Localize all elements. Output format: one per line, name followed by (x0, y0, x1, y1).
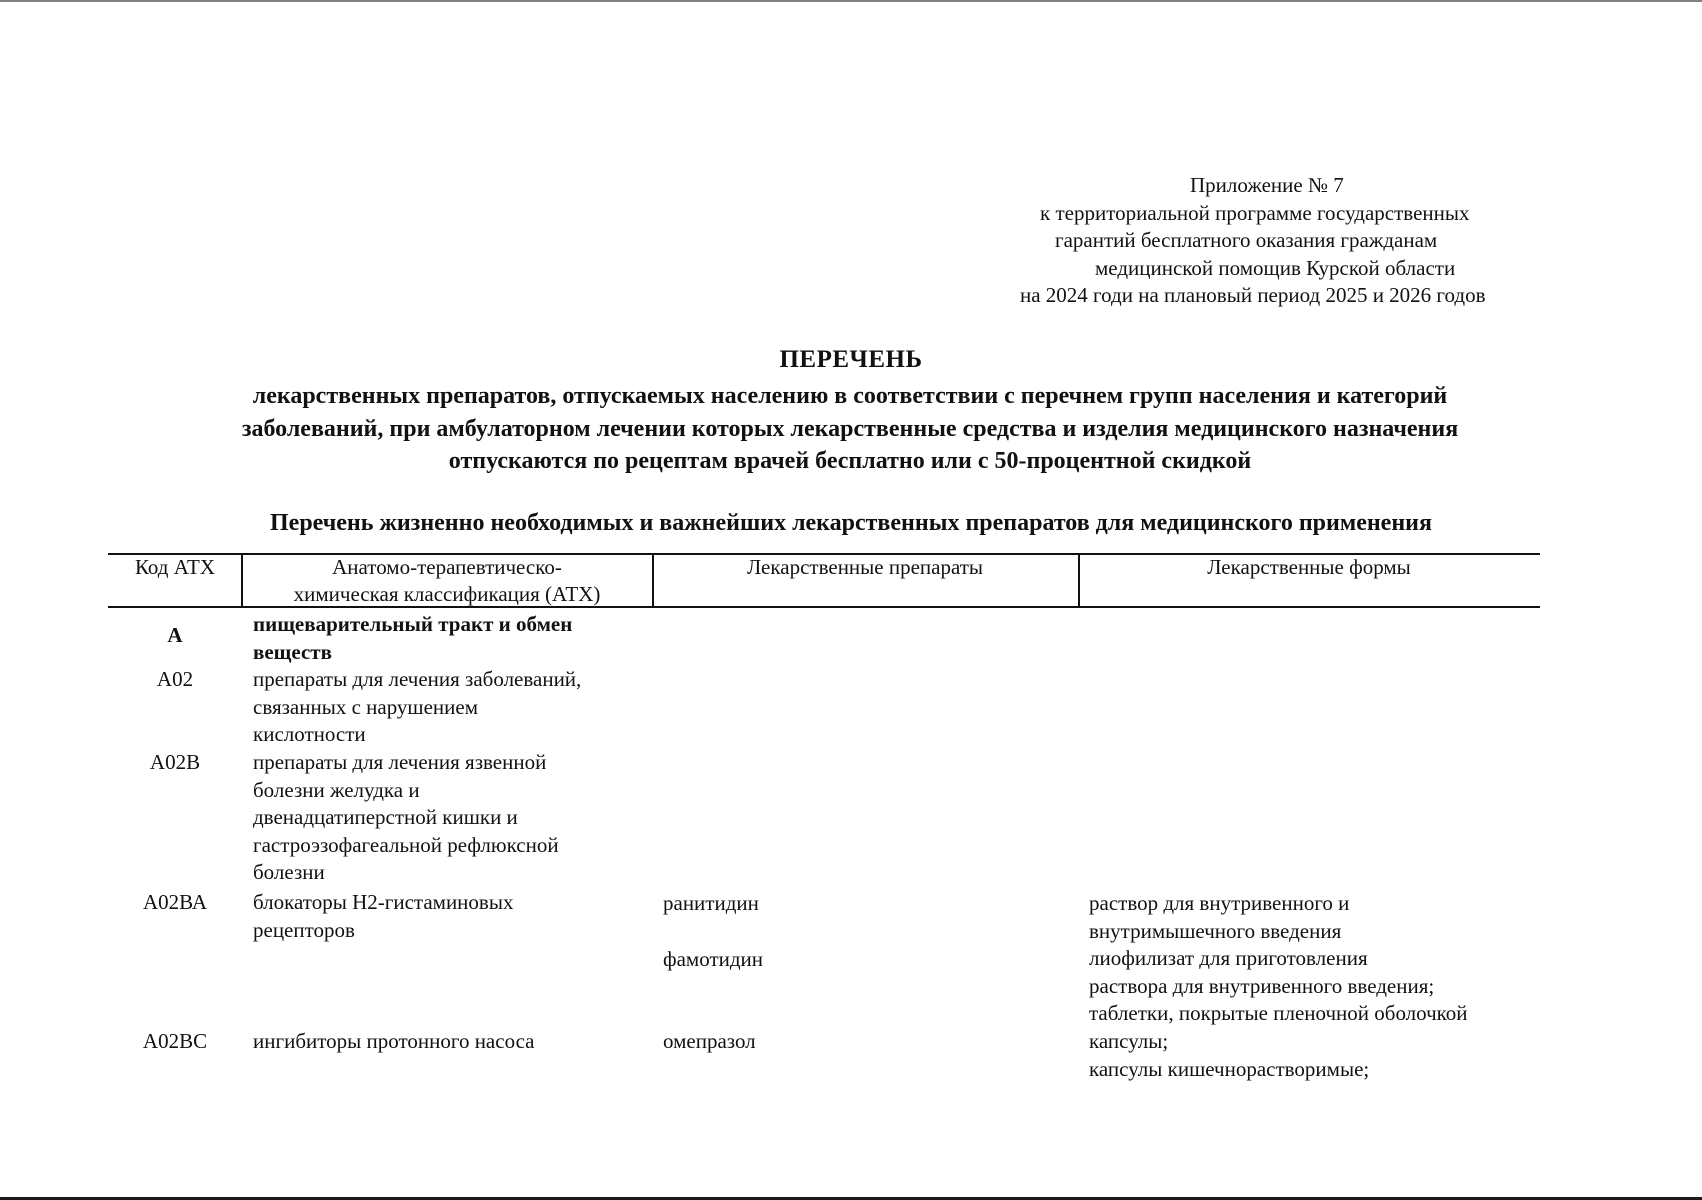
table-row-a02ba-classification (253, 889, 513, 944)
header-forms: Лекарственные формы (1207, 555, 1411, 579)
document-subtitle (110, 380, 1590, 478)
subtitle-line-1: лекарственных препаратов, отпускаемых населению в соответствии с перечнем групп населения и категорий (252, 383, 1448, 409)
row-a02b-class-line-4: гастроэзофагеальной рефлюксной (253, 832, 559, 857)
row-a02bc-form-line-2: капсулы кишечнорастворимые; (1089, 1056, 1370, 1081)
row-a02-class-line-1: препараты для лечения заболеваний, (253, 667, 582, 691)
table-row-a02ba-forms (1089, 890, 1468, 1028)
table-row-a02-code: А02 (156, 667, 194, 691)
header-classification-line-2: химическая классификация (АТХ) (293, 582, 601, 606)
row-a02-class-line-2: связанных с нарушением (253, 694, 479, 719)
header-divider-2 (652, 553, 654, 607)
header-code: Код АТХ (134, 555, 216, 579)
drug-omeprazole: омепразол (663, 1029, 756, 1053)
table-row-a02b-code: А02В (149, 750, 201, 774)
header-classification (244, 554, 650, 608)
row-a02ba-form-line-5: таблетки, покрытые пленочной оболочкой (1089, 1001, 1468, 1025)
drug-ranitidine: ранитидин (663, 891, 759, 915)
document-title: ПЕРЕЧЕНЬ (779, 346, 923, 373)
row-a-class-line-2: веществ (253, 639, 332, 664)
header-divider-3 (1078, 553, 1080, 607)
table-row-a-classification (253, 611, 572, 666)
scan-top-edge (0, 0, 1702, 2)
table-row-a02-classification (253, 666, 581, 749)
row-a02b-class-line-2: болезни желудка и (253, 777, 420, 802)
row-a02ba-form-line-2: внутримышечного введения (1089, 918, 1342, 943)
row-a02b-class-line-1: препараты для лечения язвенной (253, 750, 547, 774)
appendix-line-1: Приложение № 7 (1190, 173, 1344, 197)
row-a02ba-class-line-2: рецепторов (253, 917, 355, 942)
section-title: Перечень жизненно необходимых и важнейших лекарственных препаратов для медицинского применения (270, 510, 1432, 536)
header-divider-1 (241, 553, 243, 607)
row-a-class-line-1: пищеварительный тракт и обмен (253, 612, 573, 636)
subtitle-line-2: заболеваний, при амбулаторном лечении которых лекарственные средства и изделия медицинского назначения (241, 415, 1459, 442)
row-a02ba-class-line-1: блокаторы Н2-гистаминовых (253, 890, 514, 914)
row-a02ba-form-line-3: лиофилизат для приготовления (1089, 946, 1368, 970)
table-row-a02bc-code: А02ВС (142, 1029, 208, 1053)
table-row-a02ba-code: А02ВА (142, 890, 207, 914)
table-row-a02bc-classification: ингибиторы протонного насоса (253, 1029, 535, 1053)
appendix-line-3: гарантий бесплатного оказания гражданам (1055, 228, 1438, 252)
row-a02b-class-line-3: двенадцатиперстной кишки и (253, 805, 518, 829)
row-a02ba-form-line-4: раствора для внутривенного введения; (1089, 973, 1435, 998)
appendix-line-5: на 2024 годи на плановый период 2025 и 2026 годов (1020, 283, 1486, 307)
header-drugs: Лекарственные препараты (746, 555, 984, 579)
header-classification-line-1: Анатомо-терапевтическо- (332, 555, 562, 579)
appendix-line-2: к территориальной программе государственных (1040, 200, 1470, 225)
row-a02ba-form-line-1: раствор для внутривенного и (1089, 891, 1350, 915)
row-a02bc-form-line-1: капсулы; (1089, 1029, 1169, 1053)
row-a02b-class-line-5: болезни (253, 860, 325, 884)
subtitle-line-3: отпускаются по рецептам врачей бесплатно или с 50-процентной скидкой (448, 448, 1252, 474)
table-row-a-code: А (167, 623, 183, 647)
appendix-header (1000, 172, 1600, 310)
table-row-a02bc-forms (1089, 1028, 1369, 1083)
row-a02-class-line-3: кислотности (253, 722, 366, 746)
drug-famotidine: фамотидин (663, 947, 764, 971)
table-row-a02b-classification (253, 749, 559, 887)
appendix-line-4: медицинской помощив Курской области (1095, 255, 1456, 280)
